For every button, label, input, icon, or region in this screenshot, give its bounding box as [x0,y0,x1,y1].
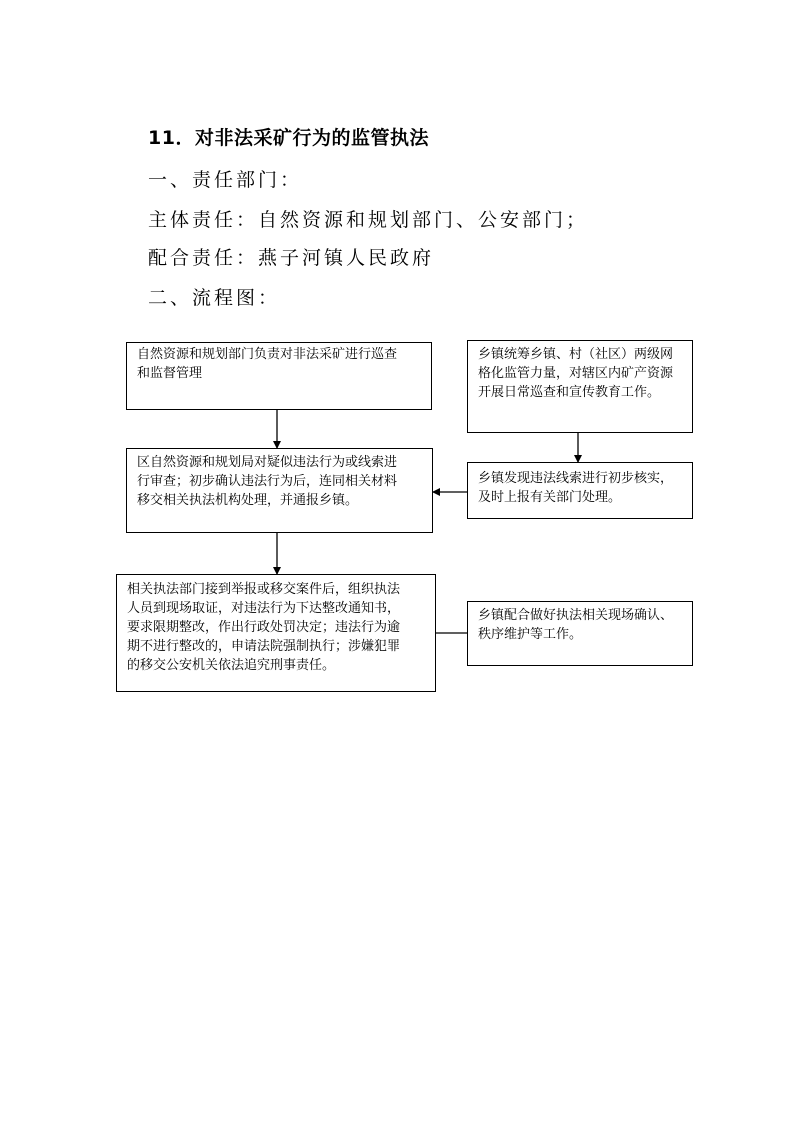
page-title: 11．对非法采矿行为的监管执法 [148,127,429,149]
flow-box-patrol-supervision [126,342,432,410]
flow-box-text: 相关执法部门接到举报或移交案件后，组织执法 人员到现场取证，对违法行为下达整改通知书， 要求限期整改，作出行政处罚决定；违法行为逾 期不进行整改的，申请法院强制执行；涉嫌犯罪 的移交公安机关依法追究刑事责任。 [127,582,401,673]
flow-box-text: 乡镇配合做好执法相关现场确认、 秩序维护等工作。 [478,608,674,642]
flow-box-text: 乡镇发现违法线索进行初步核实， 及时上报有关部门处理。 [478,471,674,505]
secondary-responsibility: 配合责任：燕子河镇人民政府 [148,247,435,269]
flow-box-review-transfer [126,448,433,533]
flow-box-text: 区自然资源和规划局对疑似违法行为或线索进 行审查；初步确认违法行为后，连同相关材料 移交相关执法机构处理，并通报乡镇。 [137,455,398,508]
section-heading-flowchart: 二、流程图： [148,287,281,309]
flow-box-township-report [467,462,693,519]
flow-box-text: 自然资源和规划部门负责对非法采矿进行巡查 和监督管理 [137,347,398,381]
section-heading-departments: 一、责任部门： [148,169,303,191]
flow-box-enforcement [116,574,436,692]
flow-box-township-assist [467,601,693,666]
primary-responsibility: 主体责任：自然资源和规划部门、公安部门； [148,209,589,231]
flow-box-text: 乡镇统筹乡镇、村（社区）两级网 格化监管力量，对辖区内矿产资源 开展日常巡查和宣传教育工作。 [478,347,674,400]
flow-box-township-grid-patrol [467,340,693,433]
